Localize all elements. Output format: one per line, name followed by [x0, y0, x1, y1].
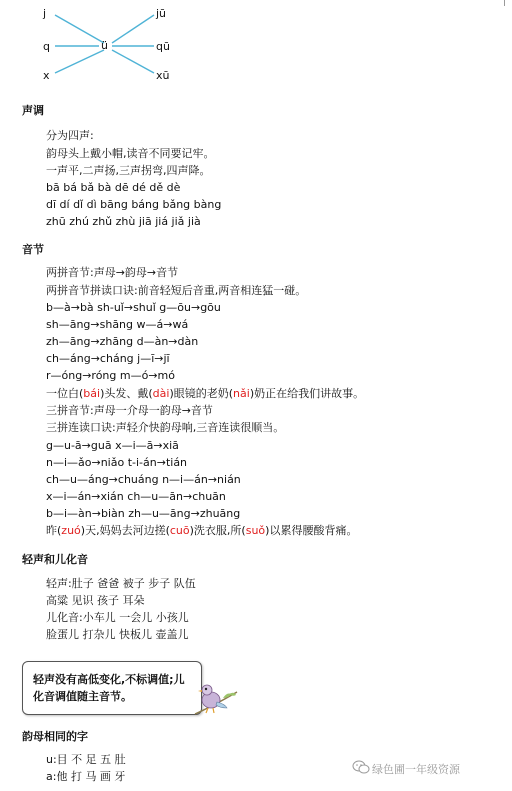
pinyin-red: cuō — [169, 524, 190, 537]
label-j: j — [43, 7, 47, 20]
label-xu: xū — [156, 69, 170, 82]
tone-heading: 声调 — [22, 104, 44, 117]
label-x: x — [43, 69, 50, 82]
same-final-line: a:他 打 马 画 牙 — [46, 770, 126, 783]
diagram-lines — [0, 0, 512, 100]
syllable-line: zh—āng→zhāng d—àn→dàn — [46, 335, 199, 348]
tone-line: 一声平,二声扬,三声拐弯,四声降。 — [46, 164, 211, 177]
syllable-line: 三拼音节:声母一介母一韵母→音节 — [46, 404, 213, 417]
pinyin-red: dài — [152, 387, 170, 400]
same-final-heading: 韵母相同的字 — [22, 730, 88, 743]
neutral-heading: 轻声和儿化音 — [22, 553, 88, 566]
same-final-line: u:目 不 足 五 肚 — [46, 753, 126, 766]
pinyin-red: nǎi — [233, 387, 250, 400]
syllable-line: 两拼音节:声母→韵母→音节 — [46, 266, 179, 279]
tone-line: 分为四声: — [46, 129, 94, 142]
story-text: 一位白( — [46, 387, 84, 400]
syllable-line: r—óng→róng m—ó→mó — [46, 369, 175, 382]
story-text: )以累得腰酸背痛。 — [265, 524, 358, 537]
label-ju: jū — [156, 7, 167, 20]
syllable-line: b—à→bà sh-uǐ→shuǐ g—ōu→gōu — [46, 301, 221, 314]
line-j — [55, 15, 104, 43]
tone-line: zhū zhú zhǔ zhù jiā jiá jiǎ jià — [46, 215, 201, 228]
pinyin-u-diagram — [0, 0, 512, 100]
syllable-heading: 音节 — [22, 243, 44, 256]
watermark-text: 绿色圃一年级资源 — [372, 763, 460, 776]
neutral-line: 儿化音:小车儿 一会儿 小孩儿 — [46, 611, 189, 624]
syllable-line: n—i—ǎo→niǎo t-i-án→tián — [46, 456, 188, 469]
pinyin-red: suǒ — [245, 524, 266, 537]
syllable-line: ch—áng→cháng j—ī→jī — [46, 352, 170, 365]
story-line-2 — [46, 524, 357, 538]
line-ju — [112, 15, 154, 43]
story-text: )眼镜的老奶( — [169, 387, 234, 400]
neutral-line: 轻声:肚子 爸爸 被子 步子 队伍 — [46, 577, 196, 590]
pinyin-red: zuó — [61, 524, 81, 537]
label-qu: qū — [156, 40, 170, 53]
line-xu — [112, 50, 154, 73]
story-text: )奶正在给我们讲故事。 — [249, 387, 365, 400]
note-box — [22, 661, 202, 715]
syllable-line: sh—āng→shāng w—á→wá — [46, 318, 189, 331]
wechat-icon — [352, 760, 370, 774]
story-text: 昨( — [46, 524, 62, 537]
syllable-line: b—i—àn→biàn zh—u—āng→zhuāng — [46, 507, 241, 520]
tone-line: 韵母头上戴小帽,读音不同要记牢。 — [46, 147, 215, 160]
syllable-line: x—i—án→xián ch—u—ān→chuān — [46, 490, 226, 503]
syllable-line: 两拼音节拼读口诀:前音轻短后音重,两音相连猛一碰。 — [46, 284, 307, 297]
tone-line: bā bá bǎ bà dē dé dě dè — [46, 181, 181, 194]
note-text: 轻声没有高低变化,不标调值;儿化音调值随主音节。 — [33, 673, 185, 703]
story-line-1 — [46, 387, 364, 401]
story-text: )头发、戴( — [100, 387, 153, 400]
syllable-line: g—u-ā→guā x—i—ā→xiā — [46, 439, 179, 452]
neutral-line: 脸蛋儿 打杂儿 快板儿 壶盖儿 — [46, 628, 189, 641]
story-text: )洗衣服,所( — [189, 524, 246, 537]
syllable-line: ch—u—áng→chuáng n—i—án→nián — [46, 473, 241, 486]
bird-illustration — [193, 678, 239, 718]
pinyin-red: bái — [83, 387, 101, 400]
neutral-line: 高粱 见识 孩子 耳朵 — [46, 594, 145, 607]
label-center: ü — [101, 39, 108, 52]
syllable-line: 三拼连读口诀:声轻介快韵母响,三音连读很顺当。 — [46, 421, 285, 434]
tone-line: dī dí dǐ dì bāng báng bǎng bàng — [46, 198, 222, 211]
label-q: q — [43, 40, 50, 53]
line-x — [55, 50, 104, 73]
story-text: )天,妈妈去河边搓( — [80, 524, 170, 537]
